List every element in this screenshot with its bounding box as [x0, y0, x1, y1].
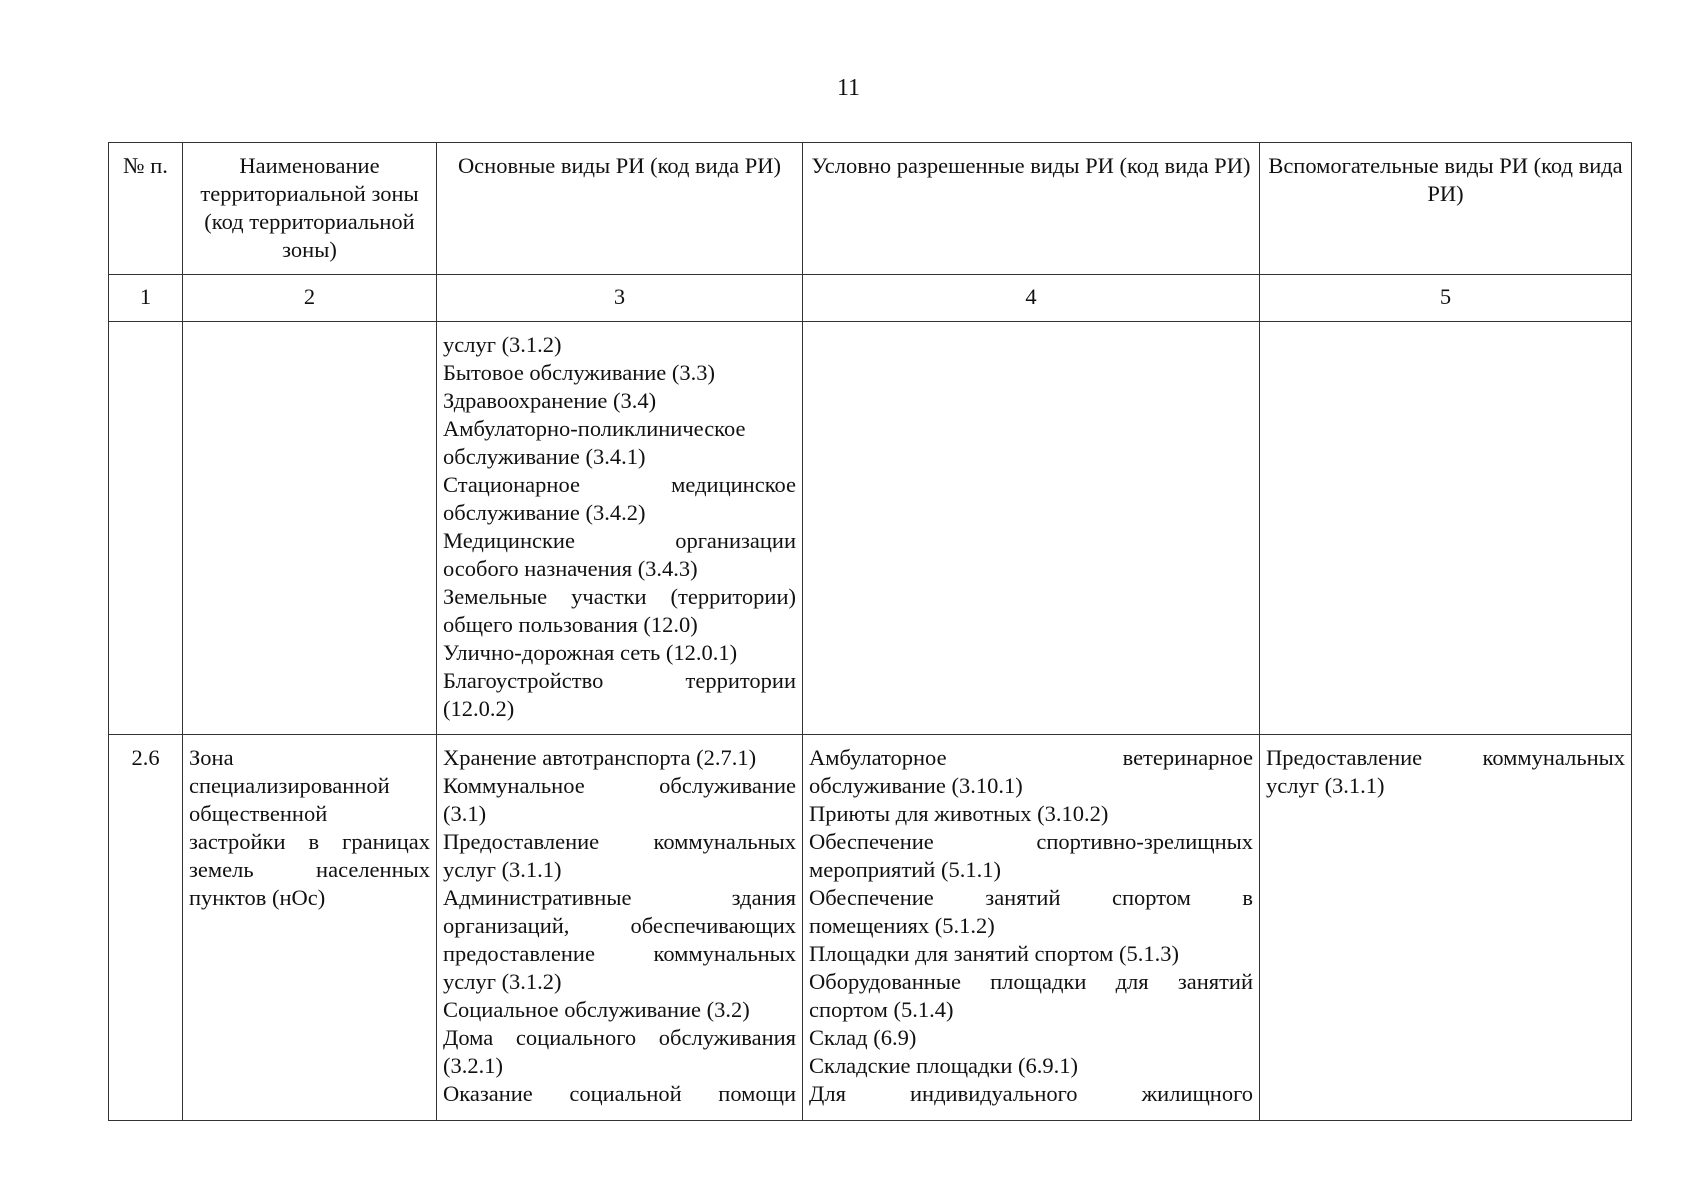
auxiliary-types-cell	[1260, 322, 1632, 735]
cell-text-line: услуг (3.1.1)	[443, 857, 562, 882]
header-auxiliary-types: Вспомогательные виды РИ (код вида РИ)	[1260, 143, 1632, 275]
main-types-cell	[437, 322, 803, 735]
header-zone-name: Наименование территориальной зоны (код территориальной зоны)	[183, 143, 437, 275]
cell-text-line: Административные здания	[443, 885, 796, 910]
cell-text-line: Складские площадки (6.9.1)	[809, 1053, 1079, 1078]
cell-text-line: Земельные участки (территории)	[443, 584, 796, 609]
cell-text-line: Социальное обслуживание (3.2)	[443, 997, 750, 1022]
header-main-types: Основные виды РИ (код вида РИ)	[437, 143, 803, 275]
cell-text-line: услуг (3.1.2)	[443, 969, 562, 994]
cell-text-line: обслуживание (3.4.2)	[443, 500, 646, 525]
cell-text-line: Обеспечение занятий спортом в	[809, 885, 1253, 910]
cell-text-line: Оборудованные площадки для занятий	[809, 969, 1253, 994]
cell-text-line: Хранение автотранспорта (2.7.1)	[443, 745, 757, 770]
cell-text-line: Склад (6.9)	[809, 1025, 917, 1050]
header-conditional-types: Условно разрешенные виды РИ (код вида РИ)	[803, 143, 1260, 275]
zone-name-cell	[183, 735, 437, 1121]
table-row	[109, 322, 1632, 735]
cell-text-line: земель населенных	[189, 857, 430, 882]
conditional-types-cell	[803, 322, 1260, 735]
column-number-row	[109, 275, 1632, 322]
cell-text-line: Для индивидуального жилищного	[809, 1081, 1253, 1106]
cell-text-line: Здравоохранение (3.4)	[443, 388, 657, 413]
cell-text-line: общественной	[189, 801, 328, 826]
header-row	[109, 143, 1632, 275]
cell-text-line: Коммунальное обслуживание	[443, 773, 796, 798]
cell-text-line: (3.1)	[443, 801, 487, 826]
column-number: 5	[1260, 275, 1632, 322]
cell-text-line: пунктов (нОс)	[189, 885, 326, 910]
cell-text-line: общего пользования (12.0)	[443, 612, 698, 637]
cell-text-line: особого назначения (3.4.3)	[443, 556, 698, 581]
cell-text-line: Приюты для животных (3.10.2)	[809, 801, 1109, 826]
column-number: 3	[437, 275, 803, 322]
cell-text-line: услуг (3.1.1)	[1266, 773, 1385, 798]
cell-text-line: спортом (5.1.4)	[809, 997, 954, 1022]
cell-text-line: Медицинские организации	[443, 528, 796, 553]
cell-text-line: помещениях (5.1.2)	[809, 913, 995, 938]
header-number: № п.	[109, 143, 183, 275]
cell-text-line: (3.2.1)	[443, 1053, 503, 1078]
cell-text-line: Обеспечение спортивно-зрелищных	[809, 829, 1253, 854]
row-number-cell	[109, 322, 183, 735]
column-number: 2	[183, 275, 437, 322]
cell-text-line: Стационарное медицинское	[443, 472, 796, 497]
cell-text-line: специализированной	[189, 773, 390, 798]
cell-text-line: Площадки для занятий спортом (5.1.3)	[809, 941, 1179, 966]
conditional-types-cell	[803, 735, 1260, 1121]
cell-text-line: Оказание социальной помощи	[443, 1081, 796, 1106]
cell-text-line: Амбулаторное ветеринарное	[809, 745, 1253, 770]
main-types-cell	[437, 735, 803, 1121]
table-row	[109, 735, 1632, 1121]
column-number: 1	[109, 275, 183, 322]
cell-text-line: Зона	[189, 745, 234, 770]
cell-text-line: Предоставление коммунальных	[1266, 745, 1625, 770]
zoning-table	[108, 142, 1632, 1121]
row-number-cell: 2.6	[109, 735, 183, 1121]
auxiliary-types-cell	[1260, 735, 1632, 1121]
zone-name-cell	[183, 322, 437, 735]
column-number: 4	[803, 275, 1260, 322]
page-number: 11	[836, 75, 861, 101]
cell-text-line: обслуживание (3.10.1)	[809, 773, 1023, 798]
cell-text-line: (12.0.2)	[443, 696, 515, 721]
cell-text-line: обслуживание (3.4.1)	[443, 444, 646, 469]
cell-text-line: Бытовое обслуживание (3.3)	[443, 360, 715, 385]
cell-text-line: Благоустройство территории	[443, 668, 796, 693]
cell-text-line: Улично-дорожная сеть (12.0.1)	[443, 640, 738, 665]
cell-text-line: Дома социального обслуживания	[443, 1025, 796, 1050]
cell-text-line: Амбулаторно-поликлиническое	[443, 416, 746, 441]
cell-text-line: предоставление коммунальных	[443, 941, 796, 966]
cell-text-line: застройки в границах	[189, 829, 430, 854]
cell-text-line: Предоставление коммунальных	[443, 829, 796, 854]
cell-text-line: мероприятий (5.1.1)	[809, 857, 1001, 882]
cell-text-line: услуг (3.1.2)	[443, 332, 562, 357]
cell-text-line: организаций, обеспечивающих	[443, 913, 796, 938]
